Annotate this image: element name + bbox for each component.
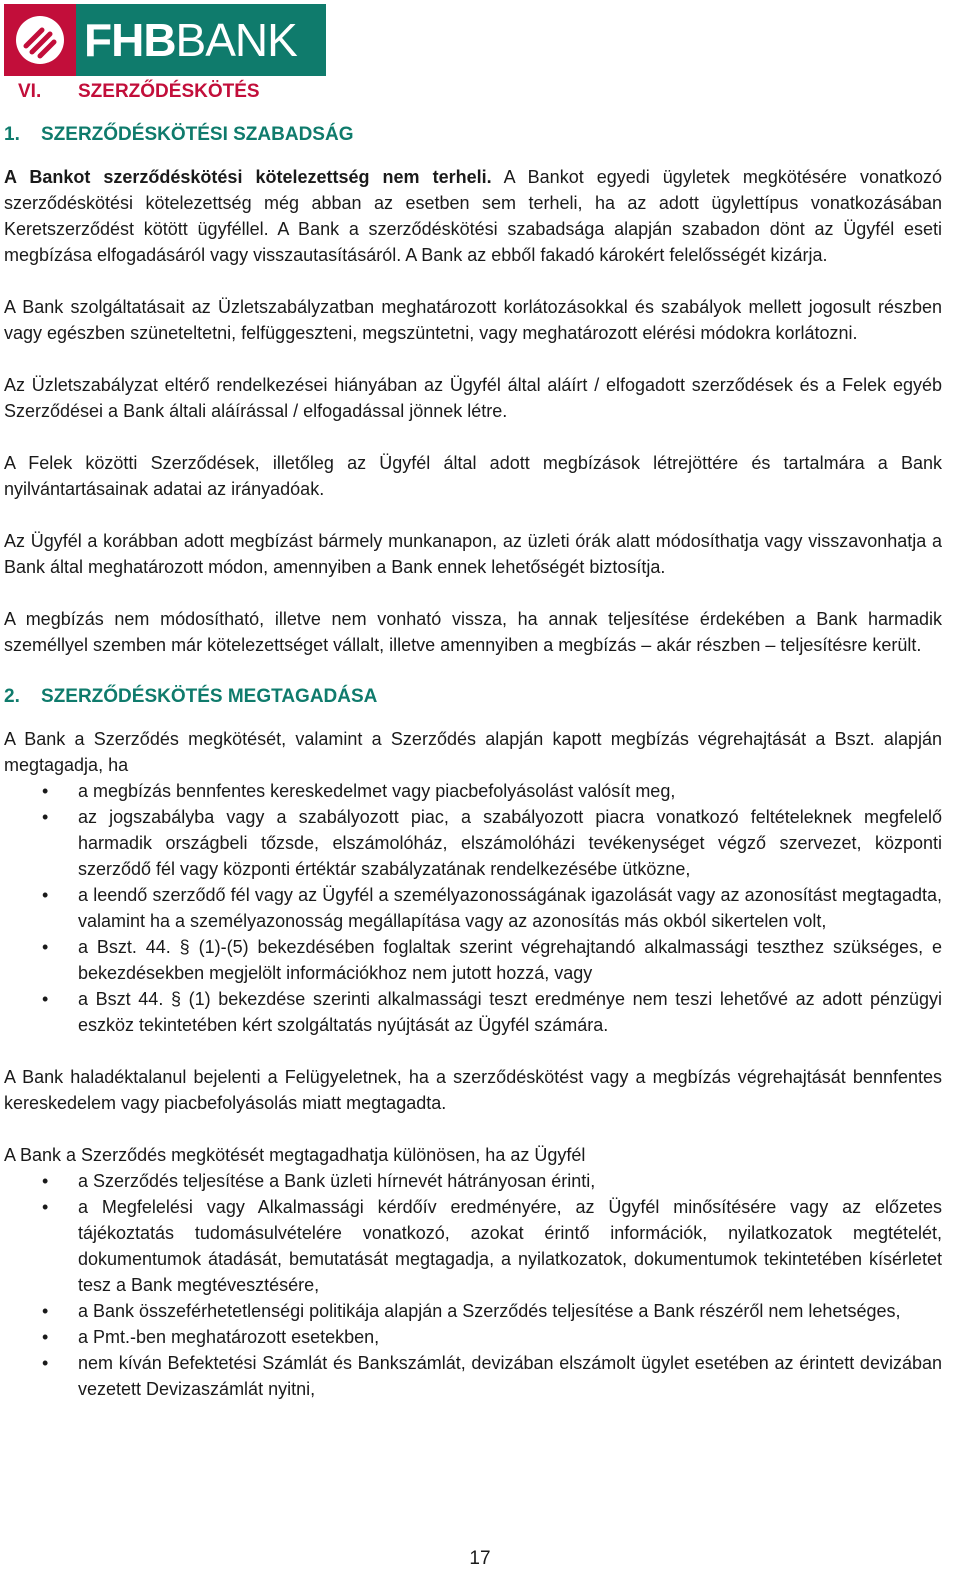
section-heading	[4, 78, 942, 106]
section-title: SZERZŐDÉSKÖTÉS	[78, 81, 260, 102]
subsection-title: SZERZŐDÉSKÖTÉSI SZABADSÁG	[41, 124, 354, 145]
list-item: • a megbízás bennfentes kereskedelmet vagy piacbefolyásolást valósít meg,	[4, 778, 942, 804]
paragraph-5: Az Ügyfél a korábban adott megbízást bármely munkanapon, az üzleti órák alatt módosíthatja vagy visszavonhatja a Bank által meghatározott módon, amennyiben a Bank ennek lehetőségét biztosítja.	[4, 531, 942, 577]
page-number: 17	[469, 1548, 491, 1569]
paragraph-1-rest: A Bankot egyedi ügyletek megkötésére vonatkozó szerződéskötési kötelezettség még abban az esetben sem terheli, ha az adott ügylettípus vonatkozásában Keretszerződést kötött ügyféllel. A Bank a szerződéskötési szabadsága alapján szabadon dönt az Ügyfél eseti megbízása elfogadásáról vagy visszautasításáról. A Bank az ebből fakadó károkért felelősségét kizárja.	[4, 167, 942, 265]
bullet-list-2	[4, 1168, 942, 1402]
document-body	[4, 76, 942, 1428]
paragraph-1-lead: A Bankot szerződéskötési kötelezettség nem terheli.	[4, 167, 492, 187]
bullet-list-1	[4, 778, 942, 1038]
paragraph-1	[4, 164, 942, 268]
logo-wordmark: FHBBANK	[84, 14, 297, 66]
paragraph-3: Az Üzletszabályzat eltérő rendelkezései hiányában az Ügyfél által aláírt / elfogadott szerződések és a Felek egyéb Szerződései a Bank általi aláírással / elfogadással jönnek létre.	[4, 375, 942, 421]
section-number: VI.	[18, 81, 42, 102]
list-item: • a Pmt.-ben meghatározott esetekben,	[4, 1324, 942, 1350]
list-item: • a Bszt. 44. § (1)-(5) bekezdésében foglaltak szerint végrehajtandó alkalmassági teszthez szükséges, e bekezdésekben megjelölt információkhoz nem jutott hozzá, vagy	[4, 934, 942, 986]
paragraph-2: A Bank szolgáltatásait az Üzletszabályzatban meghatározott korlátozásokkal és szabályok mellett jogosult részben vagy egészben szüneteltetni, felfüggeszteni, megszüntetni, vagy meghatározott elérési módokra korlátozni.	[4, 297, 942, 343]
list-item: • az jogszabályba vagy a szabályozott piac, a szabályozott piacra vonatkozó feltételeknek megfelelő harmadik országbeli tőzsde, elszámolóház, elszámolóházi tevékenységet végző szervezet, központi szerződő fél vagy központi értéktár szabályzatának rendelkezésébe ütközne,	[4, 804, 942, 882]
paragraph-9: A Bank a Szerződés megkötését megtagadhatja különösen, ha az Ügyfél	[4, 1145, 586, 1165]
subsection-title: SZERZŐDÉSKÖTÉS MEGTAGADÁSA	[41, 686, 378, 707]
subsection-number: 1.	[4, 124, 20, 145]
subsection-heading-2	[4, 684, 942, 710]
fhb-logo-mark-icon	[4, 4, 76, 76]
list-item: • a Bank összeférhetetlenségi politikája alapján a Szerződés teljesítése a Bank részéről nem lehetséges,	[4, 1298, 942, 1324]
fhb-bank-logo	[4, 4, 326, 76]
subsection-heading-1	[4, 122, 942, 148]
paragraph-4: A Felek közötti Szerződések, illetőleg az Ügyfél által adott megbízások létrejöttére és tartalmára a Bank nyilvántartásainak adatai az irányadóak.	[4, 453, 942, 499]
paragraph-8: A Bank haladéktalanul bejelenti a Felügyeletnek, ha a szerződéskötést vagy a megbízás végrehajtását bennfentes kereskedelem vagy piacbefolyásolás miatt megtagadta.	[4, 1067, 942, 1113]
list-item: • a Megfelelési vagy Alkalmassági kérdőív eredményére, az Ügyfél minősítésére vagy az előzetes tájékoztatás tudomásulvételére vonatkozó, azokat érintő információk, nyilatkozatok megtételét, dokumentumok átadását, bemutatását megtagadja, a nyilatkozatok, dokumentumok tekintetében kísérletet tesz a Bank megtévesztésére,	[4, 1194, 942, 1298]
list-item: • nem kíván Befektetési Számlát és Bankszámlát, devizában elszámolt ügylet esetében az érintett devizában vezetett Devizaszámlát nyitni,	[4, 1350, 942, 1402]
subsection-number: 2.	[4, 686, 20, 707]
list-item: • a Bszt 44. § (1) bekezdése szerinti alkalmassági teszt eredménye nem teszi lehetővé az adott pénzügyi eszköz tekintetében kért szolgáltatás nyújtását az Ügyfél számára.	[4, 986, 942, 1038]
paragraph-6: A megbízás nem módosítható, illetve nem vonható vissza, ha annak teljesítése érdekében a Bank harmadik személlyel szemben már kötelezettséget vállalt, illetve amennyiben a megbízás – akár részben – teljesítésre került.	[4, 609, 942, 655]
list-item: • a leendő szerződő fél vagy az Ügyfél a személyazonosságának igazolását vagy az azonosítást megtagadta, valamint ha a személyazonosság megállapítása vagy az azonosítás más okból sikertelen volt,	[4, 882, 942, 934]
paragraph-7: A Bank a Szerződés megkötését, valamint a Szerződés alapján kapott megbízás végrehajtását a Bszt. alapján megtagadja, ha	[4, 729, 942, 775]
list-item: • a Szerződés teljesítése a Bank üzleti hírnevét hátrányosan érinti,	[4, 1168, 942, 1194]
